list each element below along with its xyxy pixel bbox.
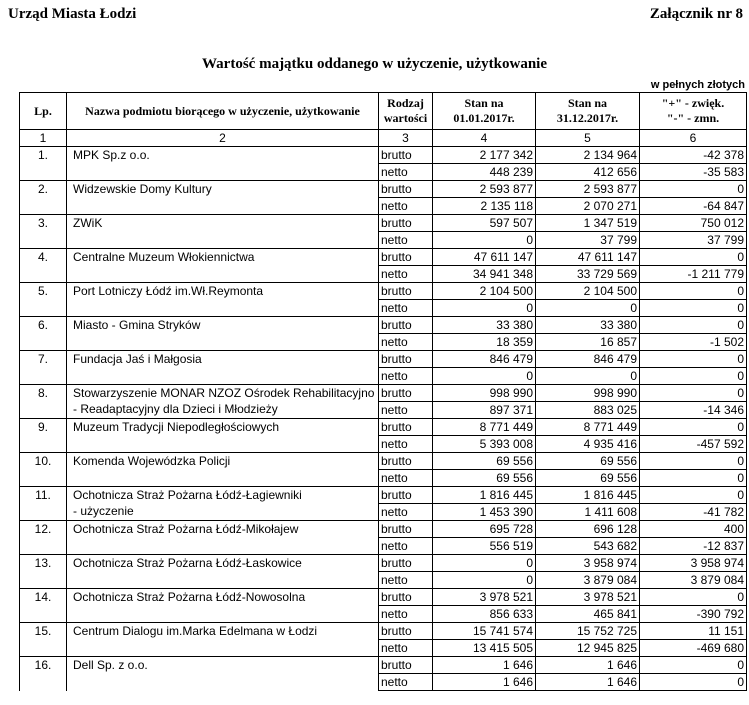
row-entity-name [67, 623, 379, 657]
entity-name-line1: Stowarzyszenie MONAR NZOZ Ośrodek Rehabilitacyjno [73, 386, 375, 400]
value-diff: -42 378 [640, 147, 747, 164]
row-lp: 10. [20, 453, 67, 487]
value-kind: netto [379, 266, 433, 283]
col-header-kind-line2: wartości [383, 111, 428, 125]
entity-name-line1: Komenda Wojewódzka Policji [73, 454, 231, 468]
col-header-kind-line1: Rodzaj [387, 96, 424, 110]
value-end: 3 958 974 [536, 555, 640, 572]
row-lp: 5. [20, 283, 67, 317]
value-kind: netto [379, 470, 433, 487]
value-diff: -12 837 [640, 538, 747, 555]
value-start: 18 359 [433, 334, 536, 351]
value-start: 47 611 147 [433, 249, 536, 266]
value-kind: brutto [379, 249, 433, 266]
value-end: 69 556 [536, 470, 640, 487]
entity-name-line1: MPK Sp.z o.o. [73, 148, 150, 162]
value-end: 2 593 877 [536, 181, 640, 198]
value-start: 69 556 [433, 470, 536, 487]
value-end: 37 799 [536, 232, 640, 249]
row-lp: 14. [20, 589, 67, 623]
entity-name-line1: Muzeum Tradycji Niepodległościowych [73, 420, 280, 434]
value-start: 5 393 008 [433, 436, 536, 453]
value-start: 1 646 [433, 657, 536, 674]
column-number: 3 [379, 130, 433, 147]
value-diff: -1 211 779 [640, 266, 747, 283]
value-end: 33 380 [536, 317, 640, 334]
entity-name-line1: Miasto - Gmina Stryków [73, 318, 201, 332]
value-end: 2 104 500 [536, 283, 640, 300]
row-entity-name [67, 419, 379, 453]
value-start: 846 479 [433, 351, 536, 368]
value-end: 0 [536, 300, 640, 317]
value-start: 597 507 [433, 215, 536, 232]
row-entity-name [67, 283, 379, 317]
entity-name-line1: Ochotnicza Straż Pożarna Łódź-Mikołajew [73, 522, 299, 536]
value-diff: 3 958 974 [640, 555, 747, 572]
row-entity-name [67, 215, 379, 249]
table-row-brutto [20, 181, 747, 198]
value-start: 856 633 [433, 606, 536, 623]
value-kind: netto [379, 402, 433, 419]
col-header-kind [379, 93, 433, 130]
value-end: 696 128 [536, 521, 640, 538]
table-row-brutto [20, 555, 747, 572]
value-end: 412 656 [536, 164, 640, 181]
value-kind: brutto [379, 623, 433, 640]
value-start: 1 646 [433, 674, 536, 691]
value-end: 543 682 [536, 538, 640, 555]
row-lp: 15. [20, 623, 67, 657]
value-start: 448 239 [433, 164, 536, 181]
value-start: 2 104 500 [433, 283, 536, 300]
value-start: 2 177 342 [433, 147, 536, 164]
value-diff: -35 583 [640, 164, 747, 181]
column-number: 4 [433, 130, 536, 147]
row-lp: 13. [20, 555, 67, 589]
entity-name-line1: ZWiK [73, 216, 103, 230]
value-start: 695 728 [433, 521, 536, 538]
value-kind: brutto [379, 453, 433, 470]
value-kind: brutto [379, 589, 433, 606]
col-header-diff-line2: "-" - zmn. [666, 111, 720, 125]
value-diff: 3 879 084 [640, 572, 747, 589]
col-header-lp: Lp. [20, 93, 67, 130]
assets-table [19, 92, 747, 691]
value-diff: 0 [640, 453, 747, 470]
row-lp: 7. [20, 351, 67, 385]
table-row-brutto [20, 419, 747, 436]
value-start: 0 [433, 572, 536, 589]
value-kind: brutto [379, 317, 433, 334]
entity-name-line1: Dell Sp. z o.o. [73, 658, 148, 672]
value-start: 0 [433, 555, 536, 572]
table-row-brutto [20, 487, 747, 504]
table-body [20, 147, 747, 691]
value-kind: netto [379, 504, 433, 521]
value-end: 16 857 [536, 334, 640, 351]
value-end: 4 935 416 [536, 436, 640, 453]
row-entity-name [67, 657, 379, 691]
value-start: 34 941 348 [433, 266, 536, 283]
col-header-start-line1: Stan na [464, 96, 504, 110]
row-lp: 12. [20, 521, 67, 555]
entity-name-line1: Port Lotniczy Łódź im.Wł.Reymonta [73, 284, 264, 298]
value-diff: 0 [640, 181, 747, 198]
value-kind: netto [379, 436, 433, 453]
table-row-brutto [20, 657, 747, 674]
value-end: 2 134 964 [536, 147, 640, 164]
entity-name-line2: - Readaptacyjny dla Dzieci i Młodzieży [73, 402, 278, 416]
value-kind: netto [379, 538, 433, 555]
value-diff: 0 [640, 657, 747, 674]
value-start: 1 453 390 [433, 504, 536, 521]
value-diff: 0 [640, 589, 747, 606]
col-header-start-line2: 01.01.2017r. [453, 111, 515, 125]
value-kind: netto [379, 232, 433, 249]
value-kind: netto [379, 198, 433, 215]
value-start: 998 990 [433, 385, 536, 402]
value-kind: netto [379, 164, 433, 181]
value-diff: 0 [640, 368, 747, 385]
value-diff: -1 502 [640, 334, 747, 351]
value-diff: 0 [640, 487, 747, 504]
row-lp: 3. [20, 215, 67, 249]
table-row-brutto [20, 589, 747, 606]
value-kind: brutto [379, 147, 433, 164]
value-diff: 400 [640, 521, 747, 538]
value-diff: 0 [640, 674, 747, 691]
value-kind: netto [379, 572, 433, 589]
column-number: 6 [640, 130, 747, 147]
entity-name-line2: - użyczenie [73, 504, 134, 518]
row-lp: 4. [20, 249, 67, 283]
value-diff: -64 847 [640, 198, 747, 215]
row-entity-name [67, 317, 379, 351]
value-start: 556 519 [433, 538, 536, 555]
value-start: 2 135 118 [433, 198, 536, 215]
row-entity-name [67, 385, 379, 419]
attachment-number: Załącznik nr 8 [649, 6, 743, 22]
value-kind: brutto [379, 283, 433, 300]
row-lp: 9. [20, 419, 67, 453]
value-start: 33 380 [433, 317, 536, 334]
value-kind: brutto [379, 181, 433, 198]
row-entity-name [67, 181, 379, 215]
value-diff: 11 151 [640, 623, 747, 640]
row-entity-name [67, 249, 379, 283]
value-end: 1 646 [536, 674, 640, 691]
value-start: 8 771 449 [433, 419, 536, 436]
table-row-brutto [20, 147, 747, 164]
column-number-row [20, 130, 747, 147]
value-start: 3 978 521 [433, 589, 536, 606]
col-header-end-line1: Stan na [567, 96, 608, 110]
value-start: 0 [433, 300, 536, 317]
value-diff: 37 799 [640, 232, 747, 249]
value-end: 1 816 445 [536, 487, 640, 504]
value-end: 2 070 271 [536, 198, 640, 215]
col-header-end-line2: 31.12.2017r. [556, 111, 619, 125]
value-end: 3 978 521 [536, 589, 640, 606]
row-entity-name [67, 453, 379, 487]
entity-name-line1: Ochotnicza Straż Pożarna Łódź-Łagiewniki [73, 488, 302, 502]
entity-name-line1: Ochotnicza Straż Pożarna Łódź-Nowosolna [73, 590, 306, 604]
value-diff: -469 680 [640, 640, 747, 657]
value-kind: brutto [379, 555, 433, 572]
row-entity-name [67, 487, 379, 521]
value-kind: netto [379, 334, 433, 351]
value-kind: brutto [379, 351, 433, 368]
value-diff: 750 012 [640, 215, 747, 232]
table-row-brutto [20, 453, 747, 470]
entity-name-line1: Ochotnicza Straż Pożarna Łódź-Łaskowice [73, 556, 302, 570]
value-kind: brutto [379, 385, 433, 402]
office-name: Urząd Miasta Łodzi [8, 6, 137, 22]
value-end: 15 752 725 [536, 623, 640, 640]
value-kind: netto [379, 368, 433, 385]
table-row-brutto [20, 385, 747, 402]
table-header-row [20, 93, 747, 130]
value-kind: netto [379, 640, 433, 657]
col-header-start [433, 93, 536, 130]
value-end: 47 611 147 [536, 249, 640, 266]
entity-name-line1: Centrum Dialogu im.Marka Edelmana w Łodzi [73, 624, 318, 638]
value-end: 33 729 569 [536, 266, 640, 283]
value-start: 1 816 445 [433, 487, 536, 504]
row-lp: 2. [20, 181, 67, 215]
value-end: 465 841 [536, 606, 640, 623]
value-kind: brutto [379, 419, 433, 436]
table-row-brutto [20, 351, 747, 368]
value-end: 1 646 [536, 657, 640, 674]
value-start: 15 741 574 [433, 623, 536, 640]
value-end: 69 556 [536, 453, 640, 470]
table-row-brutto [20, 521, 747, 538]
value-end: 8 771 449 [536, 419, 640, 436]
value-diff: 0 [640, 317, 747, 334]
value-kind: netto [379, 300, 433, 317]
value-diff: -14 346 [640, 402, 747, 419]
row-entity-name [67, 521, 379, 555]
col-header-diff-line1: "+" - zwięk. [661, 96, 725, 110]
column-number: 1 [20, 130, 67, 147]
value-diff: 0 [640, 283, 747, 300]
value-diff: 0 [640, 419, 747, 436]
value-start: 13 415 505 [433, 640, 536, 657]
value-start: 69 556 [433, 453, 536, 470]
value-end: 998 990 [536, 385, 640, 402]
value-kind: brutto [379, 215, 433, 232]
col-header-end [536, 93, 640, 130]
table-row-brutto [20, 623, 747, 640]
value-start: 0 [433, 368, 536, 385]
table-row-brutto [20, 249, 747, 266]
value-kind: brutto [379, 657, 433, 674]
value-diff: 0 [640, 385, 747, 402]
col-header-name: Nazwa podmiotu biorącego w użyczenie, użytkowanie [67, 93, 379, 130]
value-end: 846 479 [536, 351, 640, 368]
table-row-brutto [20, 215, 747, 232]
column-number: 5 [536, 130, 640, 147]
value-diff: 0 [640, 249, 747, 266]
value-start: 2 593 877 [433, 181, 536, 198]
row-lp: 1. [20, 147, 67, 181]
row-entity-name [67, 351, 379, 385]
value-start: 0 [433, 232, 536, 249]
entity-name-line1: Fundacja Jaś i Małgosia [73, 352, 202, 366]
value-diff: -457 592 [640, 436, 747, 453]
value-diff: -41 782 [640, 504, 747, 521]
entity-name-line1: Widzewskie Domy Kultury [73, 182, 212, 196]
row-entity-name [67, 147, 379, 181]
document-title: Wartość majątku oddanego w użyczenie, użytkowanie [202, 56, 547, 72]
value-diff: 0 [640, 351, 747, 368]
value-end: 883 025 [536, 402, 640, 419]
value-kind: netto [379, 606, 433, 623]
unit-note: w pełnych złotych [650, 79, 745, 91]
row-lp: 8. [20, 385, 67, 419]
value-diff: 0 [640, 300, 747, 317]
table-row-brutto [20, 317, 747, 334]
column-number: 2 [67, 130, 379, 147]
value-end: 3 879 084 [536, 572, 640, 589]
row-entity-name [67, 589, 379, 623]
value-end: 12 945 825 [536, 640, 640, 657]
col-header-diff [640, 93, 747, 130]
value-kind: netto [379, 674, 433, 691]
value-kind: brutto [379, 521, 433, 538]
value-start: 897 371 [433, 402, 536, 419]
table-row-brutto [20, 283, 747, 300]
value-end: 0 [536, 368, 640, 385]
row-lp: 11. [20, 487, 67, 521]
value-end: 1 347 519 [536, 215, 640, 232]
value-end: 1 411 608 [536, 504, 640, 521]
entity-name-line1: Centralne Muzeum Włokiennictwa [73, 250, 255, 264]
row-lp: 16. [20, 657, 67, 691]
value-diff: 0 [640, 470, 747, 487]
row-lp: 6. [20, 317, 67, 351]
row-entity-name [67, 555, 379, 589]
value-diff: -390 792 [640, 606, 747, 623]
value-kind: brutto [379, 487, 433, 504]
